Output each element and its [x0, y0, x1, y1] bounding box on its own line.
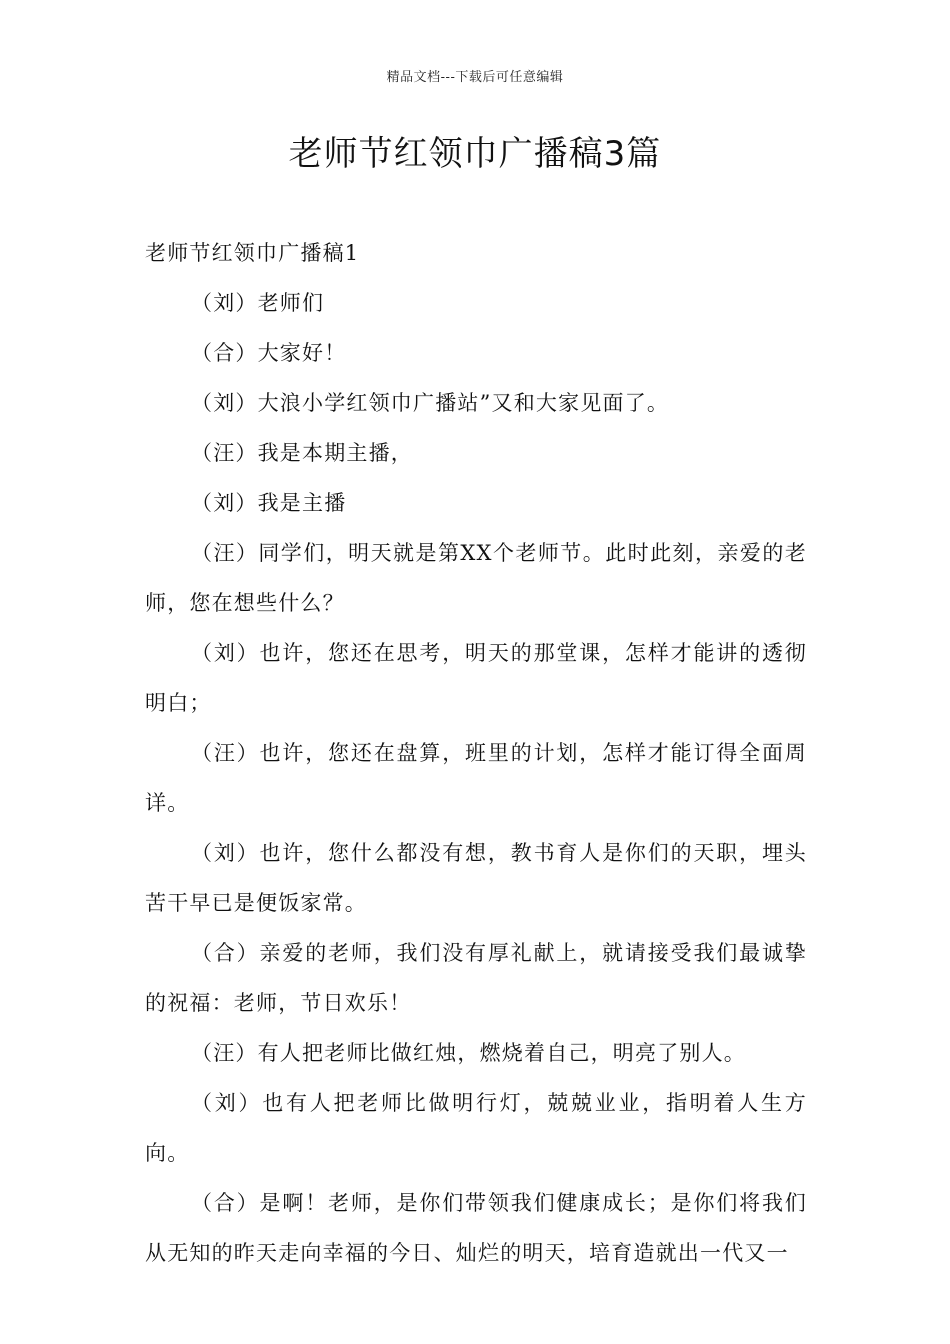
paragraph: （汪）也许，您还在盘算，班里的计划，怎样才能订得全面周详。 [145, 741, 807, 815]
paragraph: （合）大家好！ [191, 341, 347, 365]
paragraph: （刘）也许，您什么都没有想，教书育人是你们的天职，埋头苦干早已是便饭家常。 [145, 841, 807, 915]
paragraph: （刘）也有人把老师比做明行灯，兢兢业业，指明着人生方向。 [145, 1091, 807, 1165]
paragraph: （刘）我是主播 [191, 491, 347, 515]
section-heading: 老师节红领巾广播稿1 [145, 241, 360, 265]
paragraph: （汪）我是本期主播， [191, 441, 413, 465]
paragraph: （刘）大浪小学红领巾广播站”又和大家见面了。 [191, 391, 670, 415]
paragraph: （刘）也许，您还在思考，明天的那堂课，怎样才能讲的透彻明白； [145, 641, 807, 715]
paragraph: （刘）老师们 [191, 291, 325, 315]
paragraph: （汪）有人把老师比做红烛，燃烧着自己，明亮了别人。 [191, 1041, 746, 1065]
document-title: 老师节红领巾广播稿3篇 [288, 134, 662, 174]
paragraph: （汪）同学们，明天就是第XX个老师节。此时此刻，亲爱的老师，您在想些什么？ [145, 541, 807, 615]
paragraph: （合）是啊！老师，是你们带领我们健康成长；是你们将我们从无知的昨天走向幸福的今日、灿烂的明天，培育造就出一代又一 [145, 1191, 807, 1265]
header-note: 精品文档---下载后可任意编辑 [386, 70, 564, 85]
document-body [145, 228, 807, 1278]
paragraph: （合）亲爱的老师，我们没有厚礼献上，就请接受我们最诚挚的祝福：老师，节日欢乐！ [145, 941, 807, 1015]
